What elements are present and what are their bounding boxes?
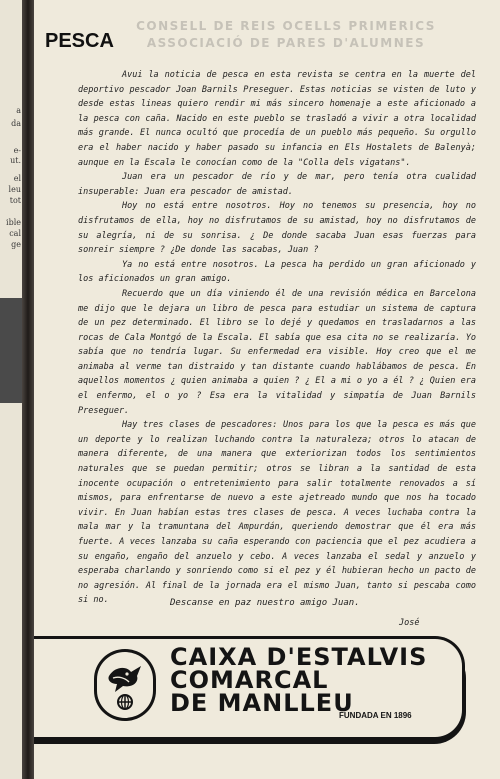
article-closing: Descanse en paz nuestro amigo Juan. xyxy=(170,598,360,608)
adjacent-page-fragment: tot xyxy=(9,196,21,205)
article-paragraph: Avui la noticia de pesca en esta revista se centra en la muerte del deportivo pescador Joan Barnils Preseguer. Estas noticias se visten de luto y desde estas lineas quiero rendir mi más sincero homenaje a este aficionado a la pesca con caña. Nacido en este pueblo se trasladó a vivir a otra localidad más grande. El nunca ocultó que procedía de un pueblo más pequeño. Su orgullo era el haber nacido y haber pasado su infancia en Els Hostalets de Balenyà; aunque en la Escala le conocían como de la "Colla dels vigatans". xyxy=(78,70,476,168)
bank-name-line: CAIXA D'ESTALVIS xyxy=(170,643,428,671)
adjacent-page-fragment: ut. xyxy=(10,156,21,165)
founding-year: FUNDADA EN 1896 xyxy=(339,711,412,720)
article-paragraph: Ya no está entre nosotros. La pesca ha perdido un gran aficionado y los aficionados un gran amigo. xyxy=(78,259,476,285)
adjacent-page-fragment: e- xyxy=(13,146,21,155)
article-paragraph: Hay tres clases de pescadores: Unos para los que la pesca es más que un deporte y lo realizan luchando contra la naturaleza; otros lo atacan de manera diferente, de una manera que exteriorizan todos los sentimientos naturales que se puedan permitir; otros se libran a la santidad de esta inocente ocupación o entretenimiento para salir totalmente renovados a sí mismos, para enfrentarse de nuevo a este ajetreado mundo que nos ha tocado vivir. En Juan habían estas tres clases de pesca. A veces luchaba contra la mala mar y la tramuntana del Ampurdán, queriendo demostrar que él era más fuerte. A veces lanzaba su caña esperando con paciencia que el pez acudiera a su engaño, engaño del anzuelo y cebo. A veces lanzaba el sedal y anzuelo y esperaba charlando y sonriendo como si el pez y él hubieran hecho un pacto de no agresión. Al final de la jornada era el mismo Juan, tanto si pescaba como si no. xyxy=(78,420,476,606)
page-gutter xyxy=(22,0,34,779)
adjacent-page-fragment: cal xyxy=(9,229,21,238)
bleed-through-line: ASSOCIACIÓ DE PARES D'ALUMNES xyxy=(146,36,426,50)
dove-and-globe-icon xyxy=(94,649,156,721)
bank-name-line: DE MANLLEU xyxy=(170,689,354,717)
adjacent-page-fragment: ible xyxy=(6,218,21,227)
adjacent-page-fragment: leu xyxy=(8,185,21,194)
article-paragraph: Recuerdo que un día viniendo él de una revisión médica en Barcelona me dijo que le dejara un libro de pesca para estudiar un sistema de captura de un pez determinado. El libro se lo dejé y quedamos en trasladarnos a las rocas de Cala Montgó de la Escala. El sabía que esa cita no se realizaría. Yo sabía que no tendría lugar. Su enfermedad era visible. Hoy creo que el me animaba al verme tan distraido y tan distante cuando hablábamos de pesca. En aquellos momentos ¿ quien animaba a quien ? ¿ El a mi o yo a él ? ¿ Quien era el enfermo, el o yo ? Esa era la vitalidad y simpatía de Juan Barnils Preseguer. xyxy=(78,288,476,416)
author-signature: José xyxy=(399,618,420,628)
article-body xyxy=(78,68,476,608)
bleed-through-line: CONSELL DE REIS OCELLS PRIMERICS xyxy=(136,19,436,33)
adjacent-page-fragment: da xyxy=(11,119,21,128)
adjacent-page-photo xyxy=(0,298,22,403)
adjacent-page-fragment: a xyxy=(16,106,21,115)
bank-name-line: COMARCAL xyxy=(170,666,329,694)
magazine-page xyxy=(34,0,500,779)
article-paragraph: Hoy no está entre nosotros. Hoy no tenemos su presencia, hoy no disfrutamos de ella, hoy no disfrutamos de su amistad, hoy no disfrutamos de su alegría, ni de su sonrisa. ¿ De donde sacaba Juan esas fuerzas para sonreir siempre ? ¿De donde las sacabas, Juan ? xyxy=(78,201,476,256)
article-paragraph: Juan era un pescador de río y de mar, pero tenía otra cualidad insuperable: Juan era pescador de amistad. xyxy=(78,172,476,197)
article-title: PESCA xyxy=(45,30,114,52)
adjacent-page-fragment: ge xyxy=(11,240,21,249)
adjacent-page-fragment: el xyxy=(13,174,21,183)
bleed-through-header xyxy=(86,18,486,52)
adjacent-page-edge xyxy=(0,0,22,779)
